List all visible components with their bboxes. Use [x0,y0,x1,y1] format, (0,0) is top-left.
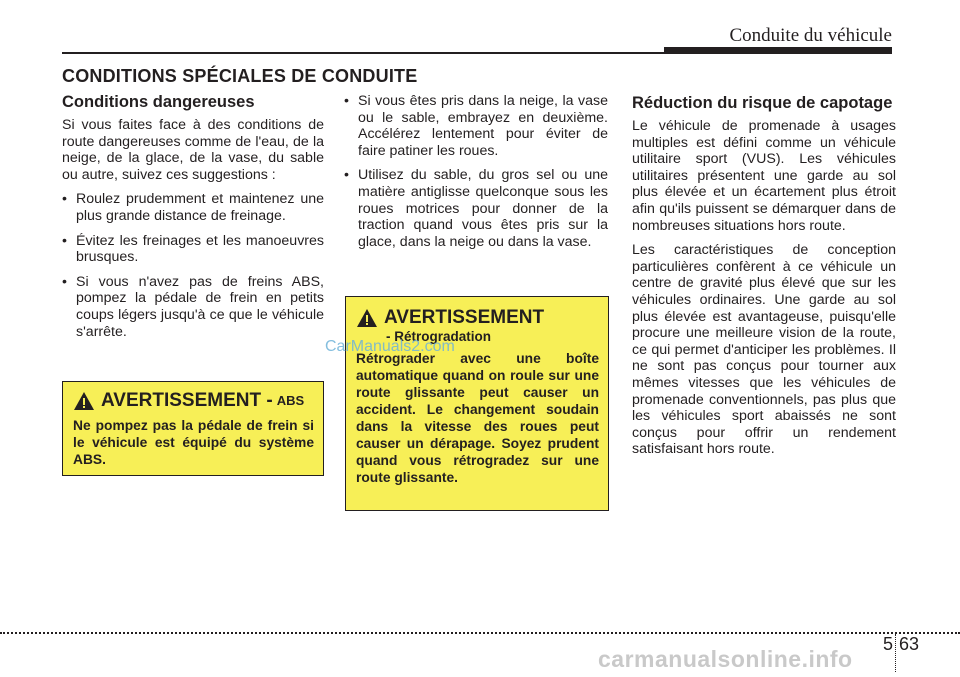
list-item: • Roulez prudemment et maintenez une plus grande distance de freinage. [62,191,324,224]
header-title: Conduite du véhicule [729,25,892,46]
header-bar [664,47,892,54]
warning-subtitle: - Rétrogradation [386,329,492,344]
column-2 [344,93,608,258]
site-watermark: carmanualsonline.info [598,646,853,672]
warning-triangle-icon [73,391,95,411]
paragraph: Le véhicule de promenade à usages multiples est défini comme un véhicule utilitaire sport (VUS). Les véhicules utilitaires présentent une garde au sol plus élevée et un écartement plus étroit afin qu'ils puissent se démarquer dans de nombreuses situations hors route. [632,118,896,234]
intro-paragraph: Si vous faites face à des conditions de route dangereuses comme de l'eau, de la neige, de la glace, de la vase, du sable ou autre, suivez ces suggestions : [62,117,324,183]
page-separator [895,634,897,672]
tips-list [62,191,324,340]
column-1 [62,93,324,348]
footer-rule [0,632,960,634]
chapter-number: 5 [883,634,894,654]
warning-box-abs [62,381,324,476]
section-title: CONDITIONS SPÉCIALES DE CONDUITE [62,66,418,86]
column-3 [632,94,896,466]
paragraph: Les caractéristiques de conception particulières confèrent à ce véhicule un centre de gravité plus élevé que sur les véhicules ordinaires. Une garde au sol plus élevée est avantageuse, puisqu'elle procure une meilleure vision de la route, ce qui permet d'anticiper les problèmes. Il ne sont pas conçus pour tourner aux mêmes vitesses que les véhicules de promenade conventionnels, pas plus que les véhicules sport abaissés ne sont conçus pour offrir un rendement satisfaisant hors route. [632,242,896,458]
list-item: • Si vous êtes pris dans la neige, la vase ou le sable, embrayez en deuxième. Accélérez lentement pour éviter de faire patiner les roues. [344,93,608,159]
list-item: • Si vous n'avez pas de freins ABS, pompez la pédale de frein en petits coups légers jusqu'à ce que le véhicule s'arrête. [62,274,324,340]
warning-triangle-icon [356,308,378,328]
watermark-text: CarManuals2.com [325,338,455,355]
tips-list-continued [344,93,608,250]
list-item: • Évitez les freinages et les manoeuvres brusques. [62,233,324,266]
warning-header [356,307,599,329]
warning-body: Ne pompez pas la pédale de frein si le véhicule est équipé du système ABS. [73,418,314,467]
heading-rollover: Réduction du risque de capotage [632,94,893,112]
warning-title: AVERTISSEMENT - [101,390,273,411]
warning-title: AVERTISSEMENT [384,307,545,328]
warning-body: Rétrograder avec une boîte automatique quand on roule sur une route glissante peut causer un accident. Le changement soudain dans la vitesse des roues peut causer un dérapage. Soyez prudent quand vous rétrogradez sur une route glissante. [356,351,599,485]
warning-subtitle: ABS [276,393,305,408]
warning-header [73,390,314,412]
heading-dangerous-conditions: Conditions dangereuses [62,93,255,111]
page-number: 63 [899,634,920,654]
list-item: • Utilisez du sable, du gros sel ou une matière antiglisse quelconque sous les roues motrices pour donner de la traction quand vous êtes pris sur la glace, dans la neige ou dans la vase. [344,167,608,250]
warning-box-downshift [345,296,609,511]
